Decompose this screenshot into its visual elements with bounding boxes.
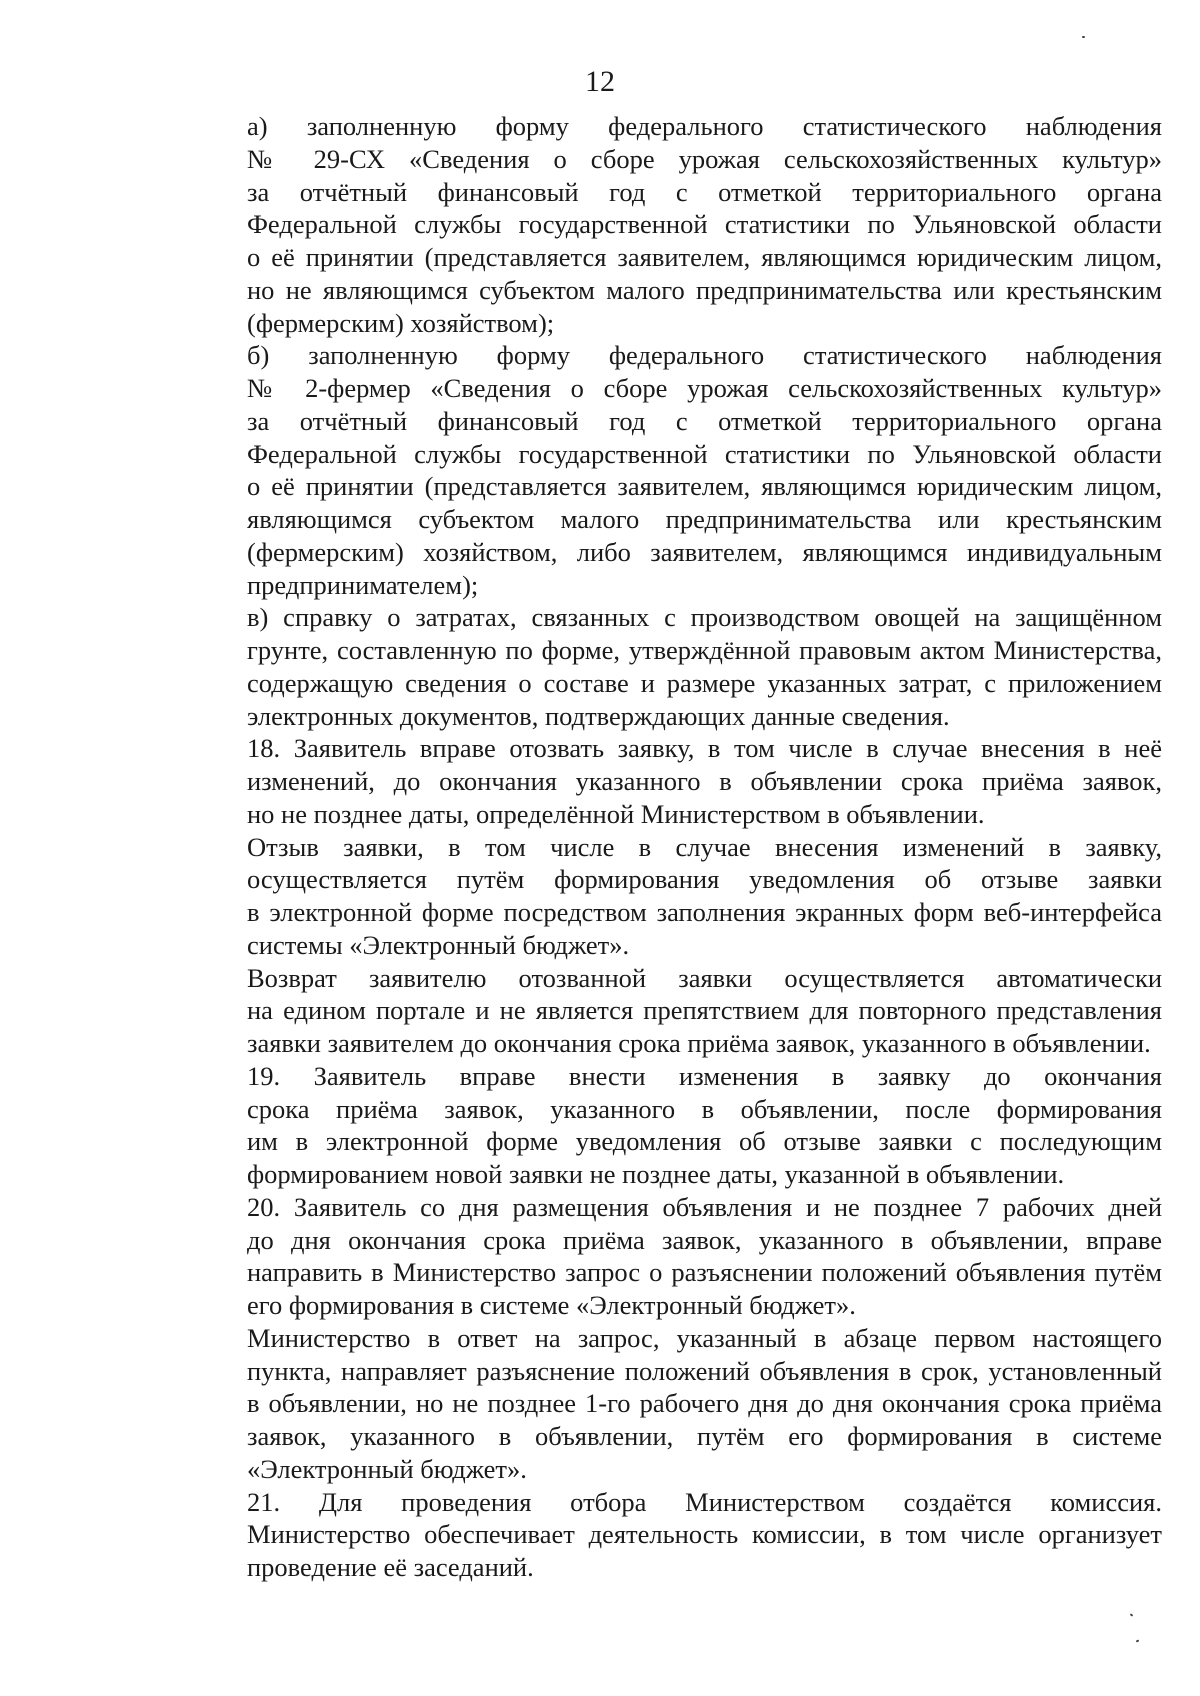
paragraph-item-a <box>178 110 1162 339</box>
text-line: формированием новой заявки не позднее даты, указанной в объявлении. <box>247 1159 1065 1189</box>
text-line: но не являющимся субъектом малого предпринимательства или крестьянским <box>247 274 1162 305</box>
text-line: электронных документов, подтверждающих данные сведения. <box>247 700 950 731</box>
text-line: но не позднее даты, определённой Министерством в объявлении. <box>247 798 985 829</box>
text-line: в объявлении, но не позднее 1-го рабочего дня до дня окончания срока приёма <box>247 1388 1162 1419</box>
text-line: о её принятии (представляется заявителем, являющимся юридическим лицом, <box>247 242 1162 272</box>
text-line: проведение её заседаний. <box>247 1552 534 1582</box>
text-line: 18. Заявитель вправе отозвать заявку, в том числе в случае внесения в неё <box>247 733 1162 764</box>
text-line: Министерство в ответ на запрос, указанный в абзаце первом настоящего <box>247 1322 1162 1353</box>
text-line: системы «Электронный бюджет». <box>247 929 630 960</box>
text-line: до дня окончания срока приёма заявок, указанного в объявлении, вправе <box>247 1224 1162 1255</box>
text-line: (фермерским) хозяйством, либо заявителем, являющимся индивидуальным <box>247 536 1162 567</box>
text-line: Федеральной службы государственной статистики по Ульяновской области <box>247 209 1162 240</box>
document-body <box>178 110 1162 1584</box>
paragraph-clause-18-withdrawal <box>178 831 1162 962</box>
text-line: (фермерским) хозяйством); <box>247 307 555 338</box>
text-line: № 2-фермер «Сведения о сборе урожая сельскохозяйственных культур» <box>247 373 1162 403</box>
paragraph-clause-19 <box>178 1060 1162 1191</box>
text-line: 20. Заявитель со дня размещения объявления и не позднее 7 рабочих дней <box>247 1191 1162 1222</box>
text-line: за отчётный финансовый год с отметкой территориального органа <box>247 176 1162 207</box>
text-line: № 29-СХ «Сведения о сборе урожая сельскохозяйственных культур» <box>247 143 1162 174</box>
text-line: им в электронной форме уведомления об отзыве заявки с последующим <box>247 1126 1162 1157</box>
text-line: срока приёма заявок, указанного в объявлении, после формирования <box>247 1093 1162 1124</box>
text-line: «Электронный бюджет». <box>247 1453 527 1484</box>
text-line: Министерство обеспечивает деятельность комиссии, в том числе организует <box>247 1519 1162 1550</box>
text-line: 19. Заявитель вправе внести изменения в заявку до окончания <box>247 1060 1162 1091</box>
text-line: являющимся субъектом малого предпринимательства или крестьянским <box>247 504 1162 534</box>
text-line: а) заполненную форму федерального статистического наблюдения <box>247 111 1162 141</box>
text-line: на едином портале и не является препятствием для повторного представления <box>247 995 1162 1026</box>
text-line: в электронной форме посредством заполнения экранных форм веб-интерфейса <box>247 897 1162 927</box>
text-line: предпринимателем); <box>247 569 479 600</box>
paragraph-clause-18 <box>178 732 1162 830</box>
text-line: грунте, составленную по форме, утверждённой правовым актом Министерства, <box>247 635 1162 665</box>
paragraph-item-v <box>178 601 1162 732</box>
text-line: за отчётный финансовый год с отметкой территориального органа <box>247 405 1162 436</box>
text-line: б) заполненную форму федерального статистического наблюдения <box>247 340 1162 371</box>
text-line: 21. Для проведения отбора Министерством создаётся комиссия. <box>247 1486 1162 1517</box>
text-line: Отзыв заявки, в том числе в случае внесения изменений в заявку, <box>247 831 1162 862</box>
scan-speck <box>1130 1613 1134 1616</box>
paragraph-item-b <box>178 339 1162 601</box>
text-line: пункта, направляет разъяснение положений объявления в срок, установленный <box>247 1355 1162 1386</box>
text-line: его формирования в системе «Электронный бюджет». <box>247 1290 856 1320</box>
paragraph-clause-20 <box>178 1191 1162 1322</box>
scan-speck <box>1082 36 1085 38</box>
paragraph-clause-18-return <box>178 962 1162 1060</box>
text-line: в) справку о затратах, связанных с производством овощей на защищённом <box>247 602 1162 633</box>
scan-speck <box>1136 1640 1140 1643</box>
paragraph-clause-21 <box>178 1486 1162 1584</box>
text-line: направить в Министерство запрос о разъяснении положений объявления путём <box>247 1257 1162 1288</box>
text-line: изменений, до окончания указанного в объявлении срока приёма заявок, <box>247 766 1162 796</box>
text-line: осуществляется путём формирования уведомления об отзыве заявки <box>247 864 1162 895</box>
text-line: содержащую сведения о составе и размере указанных затрат, с приложением <box>247 667 1162 698</box>
page-number: 12 <box>585 65 615 98</box>
text-line: о её принятии (представляется заявителем, являющимся юридическим лицом, <box>247 471 1162 502</box>
text-line: заявок, указанного в объявлении, путём его формирования в системе <box>247 1421 1162 1451</box>
paragraph-clause-20-response <box>178 1322 1162 1486</box>
text-line: Федеральной службы государственной статистики по Ульяновской области <box>247 438 1162 469</box>
text-line: заявки заявителем до окончания срока приёма заявок, указанного в объявлении. <box>247 1028 1151 1058</box>
text-line: Возврат заявителю отозванной заявки осуществляется автоматически <box>247 962 1162 993</box>
